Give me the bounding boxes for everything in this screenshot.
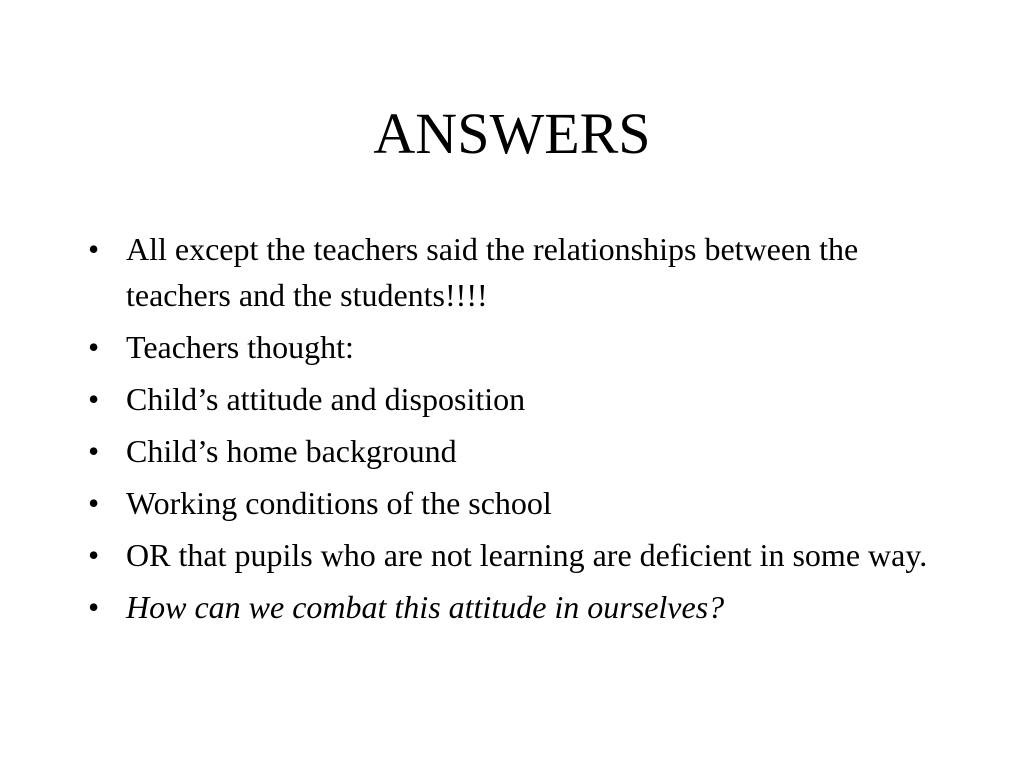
bullet-text: Working conditions of the school [126,485,552,521]
bullet-icon: • [88,381,100,417]
bullet-icon: • [88,589,100,625]
slide-title: ANSWERS [373,101,651,166]
bullet-text: All except the teachers said the relationships between the teachers and the students!!!! [126,231,859,313]
bullet-icon: • [88,537,100,573]
bullet-icon: • [88,433,100,469]
bullet-icon: • [88,485,100,521]
list-item [88,226,928,318]
bullet-icon: • [88,231,100,267]
bullet-text: Child’s attitude and disposition [126,381,526,417]
list-item [88,324,928,370]
bullet-icon: • [88,329,100,365]
bullet-list [88,226,928,636]
bullet-text: OR that pupils who are not learning are deficient in some way. [126,537,928,573]
bullet-text-question: How can we combat this attitude in ourselves? [126,589,725,625]
bullet-text: Child’s home background [126,433,457,469]
list-item [88,428,928,474]
list-item [88,376,928,422]
list-item [88,584,928,630]
bullet-text: Teachers thought: [126,329,354,365]
list-item [88,532,928,578]
list-item [88,480,928,526]
